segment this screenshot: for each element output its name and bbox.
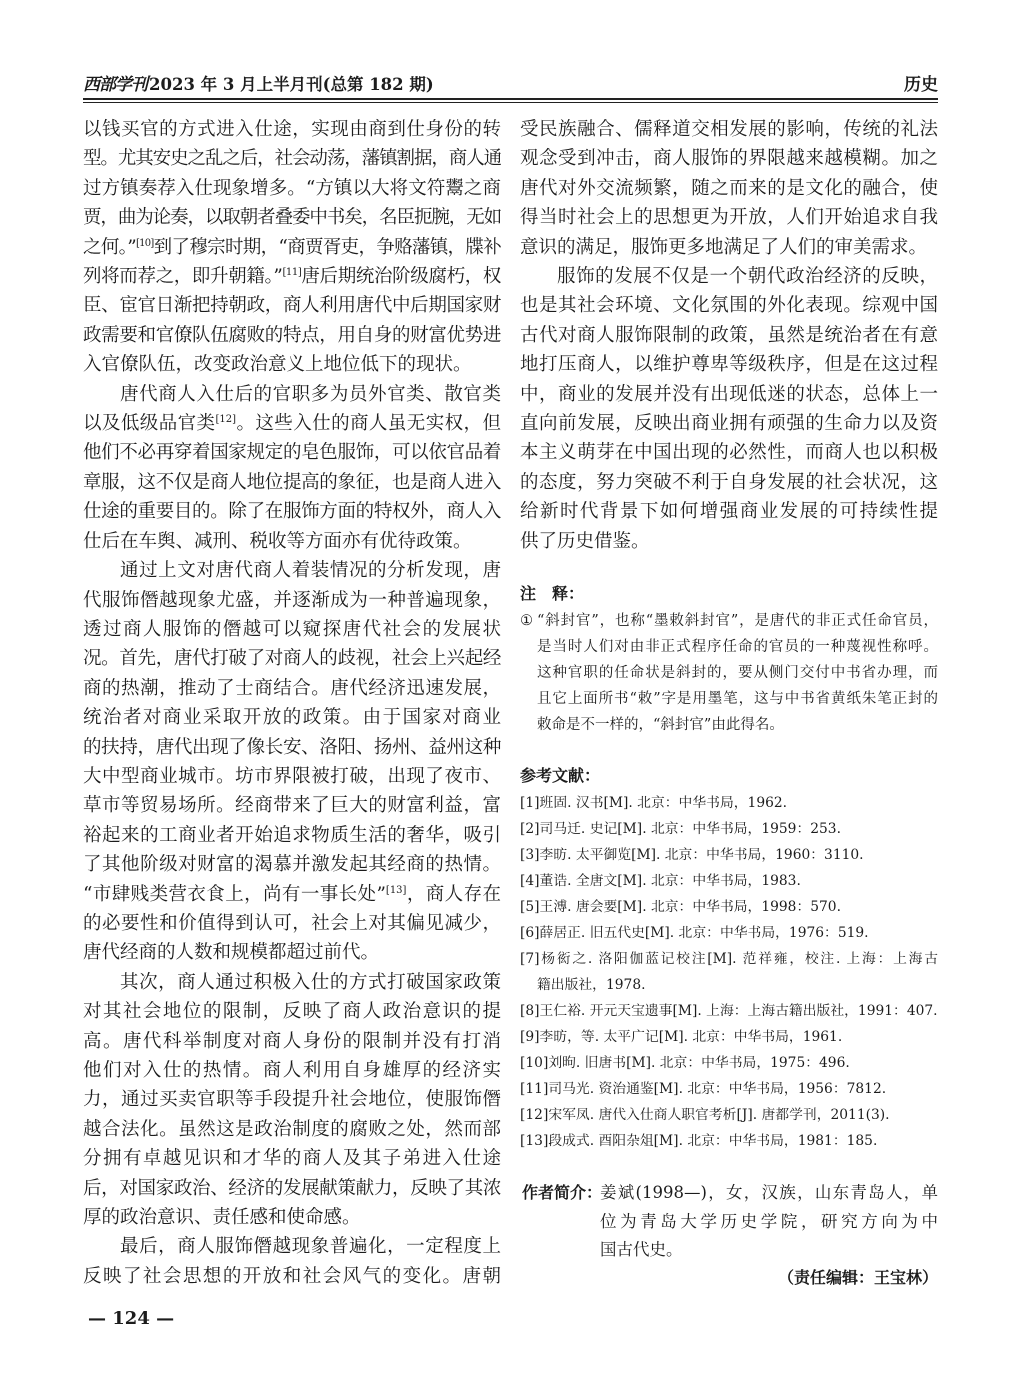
responsible-editor: （责任编辑：王宝林） <box>777 1268 938 1287</box>
text-line: 唐代对外交流频繁，随之而来的是文化的融合，使 <box>520 177 938 199</box>
running-header <box>83 72 938 98</box>
text-line: 地打压商人，以维护尊卑等级秩序，但是在这过程 <box>520 354 938 376</box>
note-marker: ① <box>520 613 533 629</box>
issue-info: 2023 年 3 月上半月刊(总第 182 期) <box>149 75 434 94</box>
paragraph <box>83 968 501 1233</box>
text-line: 政需要和官僚队伍腐败的特点，用自身的财富优势进 <box>83 324 501 346</box>
text-segment: 唐后期统治阶级腐朽，权 <box>301 266 501 288</box>
journal-logo: 西部学刊 <box>83 75 147 95</box>
reference-item <box>520 1076 938 1102</box>
text-line: [4]董诰. 全唐文[M]. 北京：中华书局，1983. <box>520 873 801 889</box>
text-line: 敕命是不一样的，“斜封官”由此得名。 <box>537 717 784 733</box>
text-line: 得当时社会上的思想更为开放，人们开始追求自我 <box>520 207 938 229</box>
notes-section <box>520 580 938 738</box>
references-section <box>520 762 938 1154</box>
notes-heading: 注 释： <box>520 584 585 603</box>
text-line: [1]班固. 汉书[M]. 北京：中华书局，1962. <box>520 795 788 811</box>
text-line: [12]宋军凤. 唐代入仕商人职官考析[J]. 唐都学刊，2011(3). <box>520 1107 890 1123</box>
header-left <box>83 72 434 98</box>
text-line: 裕起来的工商业者开始追求物质生活的奢华，吸引 <box>83 824 501 846</box>
text-line: 服饰的发展不仅是一个朝代政治经济的反映， <box>557 266 938 288</box>
text-line: 的态度，努力突破不利于自身发展的社会状况，这 <box>520 471 938 493</box>
text-line: [7]杨衒之. 洛阳伽蓝记校注[M]. 范祥雍，校注. 上海：上海古 <box>520 951 938 967</box>
paragraph <box>83 1232 501 1291</box>
text-line: 以钱买官的方式进入仕途，实现由商到仕身份的转 <box>83 119 501 140</box>
text-line <box>83 880 501 909</box>
text-line: [10]刘昫. 旧唐书[M]. 北京：中华书局，1975：496. <box>520 1055 850 1071</box>
reference-item <box>520 790 938 816</box>
references-list <box>520 790 938 1154</box>
reference-item <box>520 998 938 1024</box>
text-line: 最后，商人服饰僭越现象普遍化，一定程度上 <box>120 1236 501 1258</box>
paragraph <box>83 115 501 380</box>
text-line: 是当时人们对由非正式程序任命的官员的一种蔑视性称呼。 <box>537 639 938 655</box>
text-line: 仕途的重要目的。除了在服饰方面的特权外，商人入 <box>83 501 501 523</box>
text-line: 越合法化。虽然这是政治制度的腐败之处，然而部 <box>83 1118 501 1140</box>
text-line: 他们不必再穿着国家规定的皂色服饰，可以依官品着 <box>83 442 501 464</box>
text-line: 草市等贸易场所。经商带来了巨大的财富利益，富 <box>83 795 501 817</box>
text-line: 况。首先，唐代打破了对商人的歧视，社会上兴起经 <box>83 648 501 670</box>
text-line: [2]司马迁. 史记[M]. 北京：中华书局，1959：253. <box>520 821 841 837</box>
text-line: 高。唐代科举制度对商人身份的限制并没有打消 <box>83 1030 501 1052</box>
text-line: 对其社会地位的限制，反映了商人政治意识的提 <box>83 1001 501 1023</box>
text-line: [9]李昉，等. 太平广记[M]. 北京：中华书局，1961. <box>520 1029 843 1045</box>
text-line: 入官僚队伍，改变政治意义上地位低下的现状。 <box>83 354 472 376</box>
text-line: 其次，商人通过积极入仕的方式打破国家政策 <box>120 971 501 993</box>
notes-list <box>520 608 938 738</box>
reference-item <box>520 1050 938 1076</box>
references-heading: 参考文献： <box>520 766 601 785</box>
text-line: 过方镇奏荐入仕现象增多。“方镇以大将文符鬻之商 <box>83 177 501 199</box>
text-line: [6]薛居正. 旧五代史[M]. 北京：中华书局，1976：519. <box>520 925 869 941</box>
reference-item <box>520 1102 938 1128</box>
text-line: [11]司马光. 资治通鉴[M]. 北京：中华书局，1956：7812. <box>520 1081 887 1097</box>
text-line <box>83 409 501 438</box>
text-line: 型。尤其安史之乱之后，社会动荡，藩镇割据，商人通 <box>83 148 501 170</box>
text-line <box>83 262 501 291</box>
text-line: 意识的满足，服饰更多地满足了人们的审美需求。 <box>520 236 928 258</box>
note-item <box>520 608 938 738</box>
reference-item <box>520 816 938 842</box>
text-line: 他们对入仕的热情。商人利用自身雄厚的经济实 <box>83 1060 501 1081</box>
text-line: 力，通过买卖官职等手段提升社会地位，使服饰僭 <box>83 1089 501 1111</box>
text-line: [8]王仁裕. 开元天宝遗事[M]. 上海：上海古籍出版社，1991：407. <box>520 1003 938 1019</box>
note-text <box>537 608 938 738</box>
text-line: 的必要性和价值得到认可，社会上对其偏见减少， <box>83 912 501 934</box>
text-line: 给新时代背景下如何增强商业发展的可持续性提 <box>520 501 938 523</box>
text-line: “斜封官”，也称“墨敕斜封官”，是唐代的非正式任命官员， <box>537 613 938 629</box>
text-segment: “市肆贱类营衣食上，尚有一事长处” <box>83 883 386 905</box>
text-line: 中，商业的发展并没有出现低迷的状态，总体上一 <box>520 383 938 405</box>
reference-item <box>520 1128 938 1154</box>
text-line: 也是其社会环境、文化氛围的外化表现。综观中国 <box>520 295 938 317</box>
reference-item <box>520 1024 938 1050</box>
reference-item <box>520 920 938 946</box>
text-line: 仕后在车舆、减刑、税收等方面亦有优待政策。 <box>83 530 472 552</box>
text-line: 通过上文对唐代商人着装情况的分析发现，唐 <box>120 560 501 582</box>
text-line: 商的热潮，推动了士商结合。唐代经济迅速发展， <box>83 677 501 699</box>
text-line: 受民族融合、儒释道交相发展的影响，传统的礼法 <box>520 119 938 140</box>
author-bio-text <box>600 1179 938 1265</box>
text-line: 贾，曲为论奏，以取朝者叠委中书矣，名臣扼腕，无如 <box>83 207 501 229</box>
text-line: 籍出版社，1978. <box>537 977 646 993</box>
citation-marker: [13] <box>385 884 407 896</box>
text-line: 供了历史借鉴。 <box>520 530 650 552</box>
text-line: 臣、宦官日渐把持朝政，商人利用唐代中后期国家财 <box>83 295 501 317</box>
text-line: 观念受到冲击，商人服饰的界限越来越模糊。加之 <box>520 148 938 170</box>
text-line: 了其他阶级对财富的渴慕并激发起其经商的热情。 <box>83 854 501 876</box>
paragraph <box>520 115 938 262</box>
text-line: 大中型商业城市。坊市界限被打破，出现了夜市、 <box>83 765 501 787</box>
reference-item <box>520 894 938 920</box>
citation-marker: [11] <box>282 267 302 279</box>
text-line: [13]段成式. 酉阳杂俎[M]. 北京：中华书局，1981：185. <box>520 1133 878 1149</box>
text-line: 的扶持，唐代出现了像长安、洛阳、扬州、益州这种 <box>83 736 501 758</box>
text-line <box>83 233 501 262</box>
text-line: 国古代史。 <box>600 1240 683 1259</box>
text-segment: ，商人存在 <box>406 883 501 905</box>
page-number: — 124 — <box>88 1308 175 1329</box>
right-column <box>520 115 938 556</box>
text-line: [5]王溥. 唐会要[M]. 北京：中华书局，1998：570. <box>520 899 841 915</box>
text-line: 唐代经商的人数和规模都超过前代。 <box>83 942 380 964</box>
paragraph <box>83 556 501 968</box>
text-line: 分拥有卓越见识和才华的商人及其子弟进入仕途 <box>83 1148 501 1170</box>
text-line: 直向前发展，反映出商业拥有顽强的生命力以及资 <box>520 413 938 435</box>
text-line: 代服饰僭越现象尤盛，并逐渐成为一种普遍现象， <box>83 589 501 611</box>
text-line: 章服，这不仅是商人地位提高的象征，也是商人进入 <box>83 471 501 493</box>
text-line: 古代对商人服饰限制的政策，虽然是统治者在有意 <box>520 324 938 346</box>
text-line: 反映了社会思想的开放和社会风气的变化。唐朝 <box>83 1265 501 1287</box>
reference-item <box>520 946 938 998</box>
paragraph <box>83 380 501 556</box>
citation-marker: [10] <box>135 237 154 249</box>
text-line: 唐代商人入仕后的官职多为员外官类、散官类 <box>120 383 501 405</box>
section-name: 历史 <box>904 75 938 95</box>
text-line: [3]李昉. 太平御览[M]. 北京：中华书局，1960：3110. <box>520 847 864 863</box>
text-line: 这种官职的任命状是斜封的，要从侧门交付中书省办理，而 <box>537 665 938 681</box>
text-segment: 列将而荐之，即升朝籍。” <box>83 266 283 288</box>
text-line: 且它上面所书“敕”字是用墨笔，这与中书省黄纸朱笔正封的 <box>537 691 938 707</box>
text-line: 后，对国家政治、经济的发展献策献力，反映了其浓 <box>83 1177 501 1199</box>
author-bio <box>522 1179 938 1265</box>
text-line: 统治者对商业采取开放的政策。由于国家对商业 <box>83 707 501 729</box>
text-line: 位为青岛大学历史学院，研究方向为中 <box>600 1211 938 1231</box>
left-column <box>83 115 501 1291</box>
text-segment: 。这些入仕的商人虽无实权，但 <box>236 413 501 435</box>
text-segment: 到了穆宗时期，“商贾胥吏，争赂藩镇，牒补 <box>153 236 501 258</box>
paragraph <box>520 262 938 556</box>
header-rule <box>83 98 938 103</box>
text-line: 透过商人服饰的僭越可以窥探唐代社会的发展状 <box>83 618 501 640</box>
text-line: 姜斌(1998—)，女，汉族，山东青岛人，单 <box>600 1183 938 1202</box>
text-line: 本主义萌芽在中国出现的必然性，而商人也以积极 <box>520 442 938 464</box>
reference-item <box>520 868 938 894</box>
reference-item <box>520 842 938 868</box>
text-segment: 之何。” <box>83 236 136 258</box>
citation-marker: [12] <box>215 414 237 426</box>
text-line: 厚的政治意识、责任感和使命感。 <box>83 1207 361 1229</box>
text-segment: 以及低级品官类 <box>83 413 216 435</box>
author-bio-label: 作者简介： <box>522 1183 603 1202</box>
